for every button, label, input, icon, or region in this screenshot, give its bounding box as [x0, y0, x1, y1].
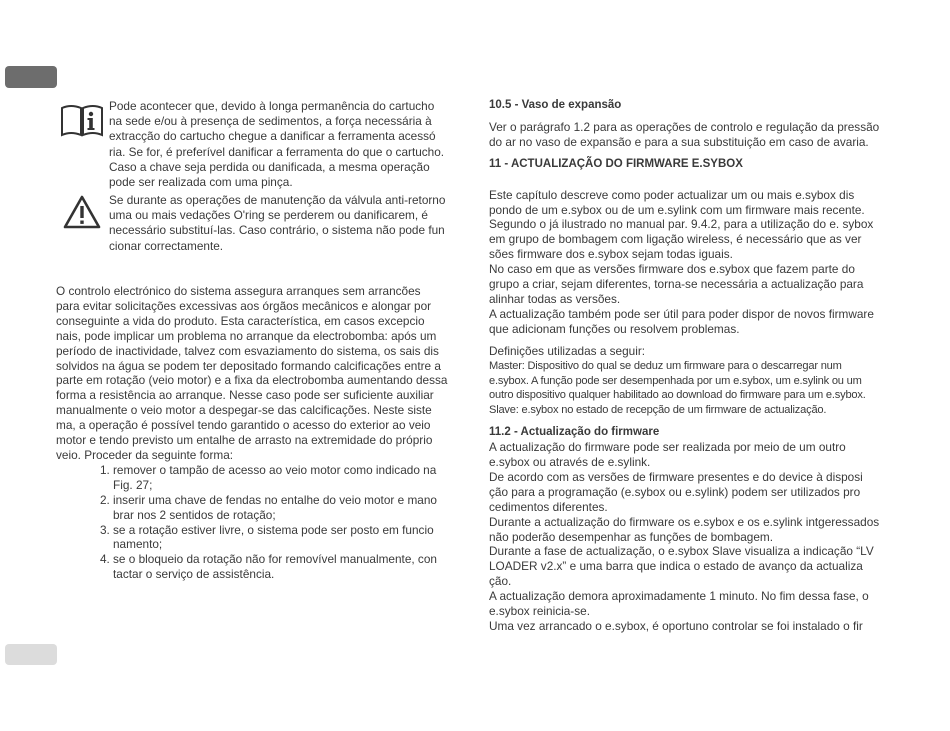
body-line: solvidos na água se podem ter depositado formando calcificações entre a	[56, 358, 441, 373]
body-line: manualmente o veio motor a despegar-se das calcificações. Neste siste	[56, 403, 432, 418]
definition-line: e.sybox. A função pode ser desempenhada por um e.sybox, um e.sylink ou um	[489, 374, 862, 387]
note-line: necessário substituí-las. Caso contrário, o sistema não pode fun	[109, 223, 445, 238]
body-line: cedimentos diferentes.	[489, 499, 608, 514]
info-book-icon	[60, 103, 104, 137]
step-number: 1.	[100, 462, 110, 477]
section-heading-11: 11 - ACTUALIZAÇÃO DO FIRMWARE E.SYBOX	[489, 157, 743, 170]
note-line: Pode acontecer que, devido à longa permanência do cartucho	[109, 99, 435, 113]
step-line: se a rotação estiver livre, o sistema pode ser posto em funcio	[113, 522, 434, 537]
body-line: Ver o parágrafo 1.2 para as operações de controlo e regulação da pressão	[489, 119, 880, 134]
body-line: do ar no vaso de expansão e para a sua substituição em caso de avaria.	[489, 134, 869, 149]
body-line: que adicionam funções ou resolvem problemas.	[489, 321, 740, 336]
note-line: ria. Se for, é preferível danificar a ferramenta do que o cartucho.	[109, 144, 445, 159]
note-line: uma ou mais vedações O'ring se perderem ou danificarem, é	[109, 208, 428, 223]
body-line: sões firmware dos e.sybox sejam todas iguais.	[489, 247, 733, 262]
info-note	[109, 99, 462, 190]
step-line: inserir uma chave de fendas no entalhe do veio motor e mano	[113, 492, 437, 507]
list-item	[56, 463, 462, 493]
step-line: brar nos 2 sentidos de rotação;	[113, 507, 276, 522]
procedure-steps	[56, 463, 462, 582]
body-line: período de inactividade, talvez com esvaziamento do sistema, os sais dis	[56, 343, 439, 358]
body-line: ção para a programação (e.sybox ou e.sylink) podem ser utilizados pro	[489, 484, 861, 499]
body-line: ma, a operação é possível tendo garantido o acesso do exterior ao veio	[56, 418, 431, 433]
step-number: 3.	[100, 522, 110, 537]
right-column	[489, 98, 894, 634]
body-line: em grupo de bombagem com ligação wireless, é necessário que as ver	[489, 232, 862, 247]
list-item	[56, 523, 462, 553]
section-heading-11-2: 11.2 - Actualização do firmware	[489, 426, 660, 439]
body-line: A actualização também pode ser útil para poder dispor de novos firmware	[489, 306, 874, 321]
body-line: nais, pode implicar um problema no arranque da electrobomba: após um	[56, 328, 437, 343]
note-line: cionar correctamente.	[109, 238, 224, 253]
body-line: não poderão desempenhar as funções de bombagem.	[489, 529, 773, 544]
page-tab-marker	[5, 66, 57, 88]
body-line: O controlo electrónico do sistema assegura arranques sem arrancões	[56, 284, 421, 298]
body-line: motor e tendo previsto um entalhe de arrasto na extremidade do próprio	[56, 433, 433, 448]
warning-triangle-icon	[62, 194, 102, 230]
body-line: Durante a actualização do firmware os e.sybox e os e.sylink intgeressados	[489, 514, 880, 529]
body-line: conseguinte a vida do produto. Esta característica, em casos excepcio	[56, 313, 425, 328]
note-line: Caso a chave seja perdida ou danificada, a mesma operação	[109, 159, 430, 174]
section-heading-10-5: 10.5 - Vaso de expansão	[489, 99, 622, 111]
step-line: Fig. 27;	[113, 477, 153, 492]
note-line: na sede e/ou à presença de sedimentos, a força necessária à	[109, 114, 432, 129]
body-line: No caso em que as versões firmware dos e.sybox que fazem parte do	[489, 262, 855, 277]
body-line: e.sybox ou através de e.sylink.	[489, 455, 651, 470]
note-line: pode ser realizada com uma pinça.	[109, 175, 293, 190]
list-item	[56, 493, 462, 523]
step-line: tactar o serviço de assistência.	[113, 567, 275, 582]
body-line: para evitar solicitações excessivas aos órgãos mecânicos e alongar por	[56, 298, 432, 313]
body-line: grupo a criar, sejam diferentes, torna-se necessária a actualização para	[489, 277, 864, 292]
page-tab-marker-bottom	[5, 644, 57, 665]
step-number: 2.	[100, 492, 110, 507]
definition-line: outro dispositivo qualquer habilitado ao download do firmware para um e.sybox.	[489, 389, 866, 402]
body-line: A actualização do firmware pode ser realizada por meio de um outro	[489, 440, 846, 455]
body-line: alinhar todas as versões.	[489, 291, 621, 306]
body-line: A actualização demora aproximadamente 1 minuto. No fim dessa fase, o	[489, 589, 869, 604]
note-line: extracção do cartucho chegue a danificar a ferramenta acessó	[109, 129, 436, 144]
warning-note	[109, 193, 462, 254]
body-line: pondo de um e.sybox ou de um e.sylink com um firmware mais recente.	[489, 202, 865, 217]
step-number: 4.	[100, 552, 110, 567]
body-line: forma a resistência ao arranque. Nesse caso pode ser suficiente auxiliar	[56, 388, 434, 403]
step-line: remover o tampão de acesso ao veio motor como indicado na	[113, 462, 437, 477]
list-item	[56, 552, 462, 582]
body-line: Uma vez arrancado o e.sybox, é oportuno controlar se foi instalado o fir	[489, 619, 863, 633]
definition-line: Master: Dispositivo do qual se deduz um firmware para o descarregar num	[489, 359, 842, 372]
left-column	[56, 284, 462, 582]
body-line: ção.	[489, 574, 512, 589]
body-line: Este capítulo descreve como poder actualizar um ou mais e.sybox dis	[489, 187, 855, 202]
step-line: se o bloqueio da rotação não for removível manualmente, con	[113, 552, 437, 567]
definition-line: Slave: e.sybox no estado de recepção de um firmware de actualização.	[489, 404, 827, 417]
note-line: Se durante as operações de manutenção da válvula anti-retorno	[109, 193, 446, 207]
body-line: LOADER v2.x” e uma barra que indica o estado de avanço da actualiza	[489, 559, 863, 574]
body-line: Segundo o já ilustrado no manual par. 9.4.2, para a utilização do e. sybox	[489, 217, 874, 232]
body-line: e.sybox reinicia-se.	[489, 604, 590, 619]
body-line: De acordo com as versões de firmware presentes e do device à disposi	[489, 469, 863, 484]
body-line: parte em rotação (veio motor) e a fixa da electrobomba aumentando dessa	[56, 373, 448, 388]
step-line: namento;	[113, 537, 163, 552]
body-line: Durante a fase de actualização, o e.sybox Slave visualiza a indicação “LV	[489, 544, 874, 559]
body-line: veio. Proceder da seguinte forma:	[56, 447, 234, 462]
body-line: Definições utilizadas a seguir:	[489, 343, 646, 358]
